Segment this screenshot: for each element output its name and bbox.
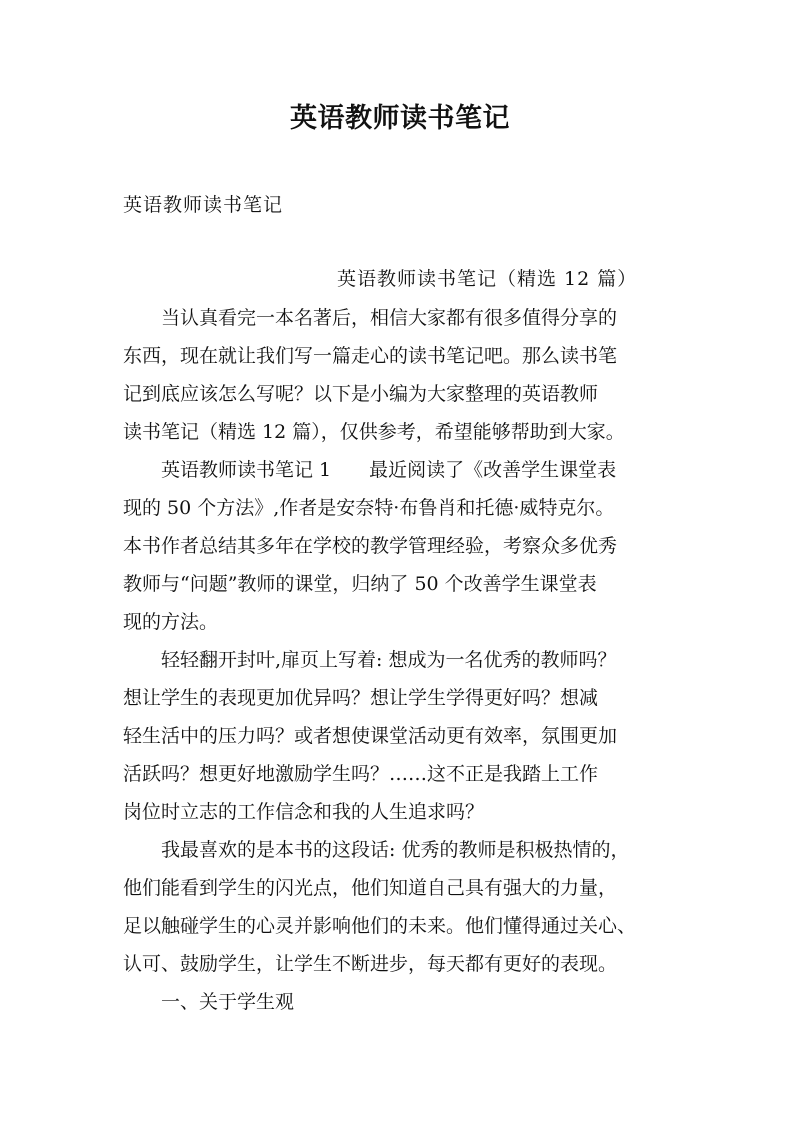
body-line: 活跃吗？想更好地激励学生吗？……这不正是我踏上工作 [123, 763, 599, 785]
page-title: 英语教师读书笔记 [290, 103, 510, 134]
body-line: 认可、鼓励学生，让学生不断进步，每天都有更好的表现。 [123, 953, 618, 975]
body-line: 读书笔记（精选 12 篇），仅供参考，希望能够帮助到大家。 [123, 421, 625, 443]
body-line: 足以触碰学生的心灵并影响他们的未来。他们懂得通过关心、 [123, 915, 637, 937]
body-line: 轻生活中的压力吗？或者想使课堂活动更有效率，氛围更加 [123, 725, 618, 747]
body-line: 岗位时立志的工作信念和我的人生追求吗？ [123, 801, 485, 823]
body-line: 教师与“问题”教师的课堂，归纳了 50 个改善学生课堂表 [123, 573, 597, 595]
body-line: 东西，现在就让我们写一篇走心的读书笔记吧。那么读书笔 [123, 345, 618, 367]
section-heading: 一、关于学生观 [123, 991, 295, 1013]
body-line: 记到底应该怎么写呢？以下是小编为大家整理的英语教师 [123, 383, 599, 405]
body-line: 当认真看完一本名著后，相信大家都有很多值得分享的 [123, 307, 618, 329]
document-subtitle: 英语教师读书笔记（精选 12 篇） [337, 268, 638, 290]
body-line: 我最喜欢的是本书的这段话: 优秀的教师是积极热情的， [123, 839, 630, 861]
body-line: 现的 50 个方法》,作者是安奈特·布鲁肖和托德·威特克尔。 [123, 497, 615, 519]
body-line: 他们能看到学生的闪光点，他们知道自己具有强大的力量， [123, 877, 618, 899]
body-line: 英语教师读书笔记 1 最近阅读了《改善学生课堂表 [123, 459, 617, 481]
body-line: 想让学生的表现更加优异吗？想让学生学得更好吗？想减 [123, 687, 599, 709]
body-line: 本书作者总结其多年在学校的教学管理经验，考察众多优秀 [123, 535, 618, 557]
body-line: 轻轻翻开封叶,扉页上写着: 想成为一名优秀的教师吗？ [123, 649, 617, 671]
body-line: 现的方法。 [123, 611, 219, 633]
document-header: 英语教师读书笔记 [123, 194, 284, 216]
